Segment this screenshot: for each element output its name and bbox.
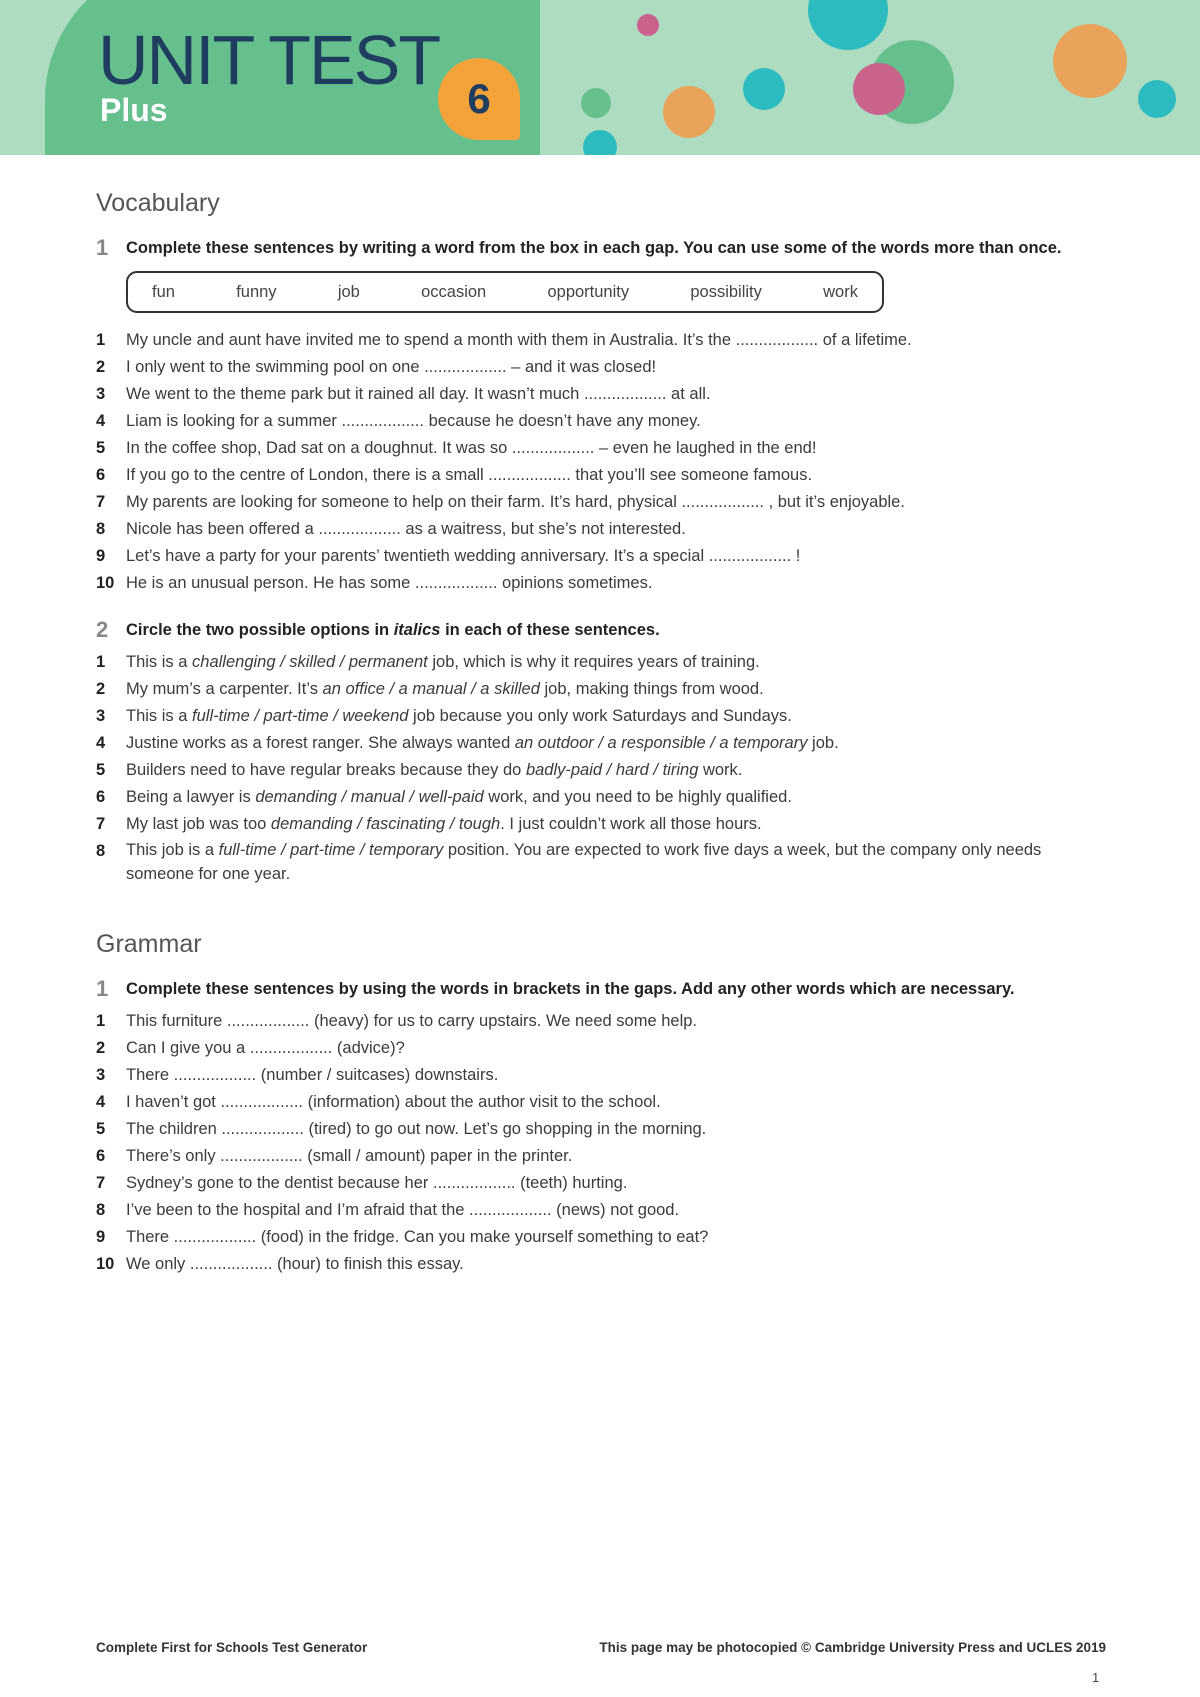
decorative-dot bbox=[663, 86, 715, 138]
question-text: The children .................. (tired) to go out now. Let’s go shopping in the morning. bbox=[126, 1120, 707, 1138]
page-number: 1 bbox=[1092, 1670, 1100, 1685]
question-item bbox=[96, 1008, 1106, 1035]
sentence-start: Builders need to have regular breaks because they do bbox=[126, 761, 526, 779]
question-number: 5 bbox=[96, 439, 106, 457]
section-title-vocabulary: Vocabulary bbox=[96, 189, 220, 217]
decorative-dot bbox=[637, 14, 659, 36]
question-text bbox=[126, 757, 1106, 784]
question-text: I’ve been to the hospital and I’m afraid that the .................. (news) not good. bbox=[126, 1201, 680, 1219]
vocabulary-exercise-1-header bbox=[96, 235, 1106, 261]
option-choices[interactable]: an outdoor / a responsible / a temporary bbox=[514, 734, 808, 752]
sentence-start: This is a bbox=[126, 707, 193, 725]
decorative-dot bbox=[583, 130, 617, 155]
unit-title: UNIT TEST bbox=[98, 21, 440, 99]
vocabulary-exercise-2-header bbox=[96, 617, 1106, 643]
question-item bbox=[96, 381, 1106, 408]
question-text bbox=[126, 649, 1106, 676]
question-number: 4 bbox=[96, 1093, 106, 1111]
page-footer bbox=[96, 1640, 1106, 1655]
grammar-exercise-1-header bbox=[96, 976, 1106, 1002]
decorative-dot bbox=[853, 63, 905, 115]
footer-product-name: Complete First for Schools Test Generator bbox=[96, 1640, 368, 1655]
question-text: He is an unusual person. He has some .................. opinions sometimes. bbox=[126, 574, 653, 592]
question-text: If you go to the centre of London, there is a small .................. that you’ll see someone famous. bbox=[126, 466, 813, 484]
question-text bbox=[126, 811, 1106, 838]
question-text: There .................. (number / suitcases) downstairs. bbox=[126, 1066, 499, 1084]
question-item bbox=[96, 489, 1106, 516]
decorative-dot bbox=[581, 88, 611, 118]
sentence-end: position. You are expected to work five days a week, but the company only needs someone for one year. bbox=[126, 841, 1042, 883]
sentence-start: My last job was too bbox=[126, 815, 271, 833]
question-item bbox=[96, 462, 1106, 489]
option-choices[interactable]: an office / a manual / a skilled bbox=[322, 680, 540, 698]
option-choices[interactable]: demanding / fascinating / tough bbox=[270, 815, 501, 833]
word-box-word: job bbox=[337, 282, 360, 301]
question-item bbox=[96, 327, 1106, 354]
exercise-instruction bbox=[126, 617, 1106, 643]
question-number: 9 bbox=[96, 1228, 106, 1246]
question-item bbox=[96, 1035, 1106, 1062]
question-number: 4 bbox=[96, 412, 106, 430]
question-item bbox=[96, 354, 1106, 381]
word-box-word: work bbox=[823, 282, 858, 301]
question-text: Nicole has been offered a .................. as a waitress, but she’s not interested. bbox=[126, 520, 686, 538]
vocabulary-exercise-2-items bbox=[96, 649, 1106, 886]
sentence-start: Being a lawyer is bbox=[126, 788, 256, 806]
question-text: Let’s have a party for your parents’ twentieth wedding anniversary. It’s a special .................. ! bbox=[126, 547, 801, 565]
question-item bbox=[96, 811, 1106, 838]
word-box bbox=[126, 271, 884, 313]
sentence-end: job, which is why it requires years of training. bbox=[427, 653, 760, 671]
sentence-end: work. bbox=[698, 761, 743, 779]
vocabulary-exercise-1-items bbox=[96, 327, 1106, 597]
sentence-start: This job is a bbox=[126, 841, 219, 859]
decorative-dot bbox=[808, 0, 888, 50]
question-item bbox=[96, 1143, 1106, 1170]
exercise-number: 2 bbox=[96, 617, 109, 642]
question-number: 3 bbox=[96, 707, 106, 725]
question-item bbox=[96, 1116, 1106, 1143]
question-number: 10 bbox=[96, 574, 115, 592]
question-number: 2 bbox=[96, 1039, 106, 1057]
option-choices[interactable]: demanding / manual / well-paid bbox=[255, 788, 484, 806]
question-item bbox=[96, 1251, 1106, 1278]
question-text: There .................. (food) in the fridge. Can you make yourself something to eat? bbox=[126, 1228, 709, 1246]
word-box-word: opportunity bbox=[547, 282, 630, 301]
question-number: 2 bbox=[96, 358, 106, 376]
question-item bbox=[96, 784, 1106, 811]
question-text: Sydney’s gone to the dentist because her .................. (teeth) hurting. bbox=[126, 1174, 628, 1192]
footer-copyright: This page may be photocopied © Cambridge University Press and UCLES 2019 bbox=[599, 1640, 1106, 1655]
word-box-word: funny bbox=[236, 282, 277, 301]
question-number: 1 bbox=[96, 653, 106, 671]
instruction-text: in each of these sentences. bbox=[440, 621, 660, 639]
question-number: 3 bbox=[96, 1066, 106, 1084]
question-text: We only .................. (hour) to finish this essay. bbox=[126, 1255, 464, 1273]
question-number: 7 bbox=[96, 493, 106, 511]
unit-header-banner bbox=[0, 0, 1200, 155]
unit-number-badge: 6 bbox=[438, 58, 520, 140]
test-content bbox=[96, 185, 1106, 1278]
question-number: 1 bbox=[96, 1012, 106, 1030]
sentence-end: job. bbox=[807, 734, 839, 752]
sentence-start: My mum’s a carpenter. It’s bbox=[126, 680, 323, 698]
sentence-end: work, and you need to be highly qualified. bbox=[483, 788, 792, 806]
instruction-text: Circle the two possible options in bbox=[126, 621, 394, 639]
question-text: My uncle and aunt have invited me to spend a month with them in Australia. It’s the .................. of a lifetime. bbox=[126, 331, 912, 349]
question-text: We went to the theme park but it rained all day. It wasn’t much .................. at all. bbox=[126, 385, 711, 403]
question-text bbox=[126, 676, 1106, 703]
question-item bbox=[96, 543, 1106, 570]
decorative-dot bbox=[743, 68, 785, 110]
question-text: In the coffee shop, Dad sat on a doughnut. It was so .................. – even he laughed in the end! bbox=[126, 439, 817, 457]
sentence-start: This is a bbox=[126, 653, 193, 671]
question-number: 7 bbox=[96, 1174, 106, 1192]
sentence-end: job because you only work Saturdays and Sundays. bbox=[408, 707, 792, 725]
question-number: 6 bbox=[96, 788, 106, 806]
question-text bbox=[126, 838, 1106, 886]
sentence-start: Justine works as a forest ranger. She always wanted bbox=[126, 734, 515, 752]
question-item bbox=[96, 570, 1106, 597]
question-item bbox=[96, 1197, 1106, 1224]
sentence-end: . I just couldn’t work all those hours. bbox=[500, 815, 762, 833]
question-text: Can I give you a .................. (advice)? bbox=[126, 1039, 405, 1057]
question-number: 10 bbox=[96, 1255, 115, 1273]
question-number: 6 bbox=[96, 1147, 106, 1165]
exercise-instruction: Complete these sentences by using the words in brackets in the gaps. Add any other words which are necessary. bbox=[126, 980, 1015, 998]
question-number: 8 bbox=[96, 842, 106, 860]
question-item bbox=[96, 408, 1106, 435]
grammar-exercise-1-items bbox=[96, 1008, 1106, 1278]
question-item bbox=[96, 1224, 1106, 1251]
question-item bbox=[96, 703, 1106, 730]
question-item bbox=[96, 435, 1106, 462]
question-number: 6 bbox=[96, 466, 106, 484]
question-item bbox=[96, 676, 1106, 703]
question-text: I only went to the swimming pool on one .................. – and it was closed! bbox=[126, 358, 657, 376]
question-text bbox=[126, 784, 1106, 811]
question-item bbox=[96, 757, 1106, 784]
question-item bbox=[96, 1062, 1106, 1089]
option-choices[interactable]: full-time / part-time / weekend bbox=[192, 707, 409, 725]
question-number: 8 bbox=[96, 520, 106, 538]
question-item bbox=[96, 516, 1106, 543]
question-number: 8 bbox=[96, 1201, 106, 1219]
question-text: Liam is looking for a summer .................. because he doesn’t have any money. bbox=[126, 412, 701, 430]
question-item bbox=[96, 730, 1106, 757]
question-number: 9 bbox=[96, 547, 106, 565]
question-item bbox=[96, 1089, 1106, 1116]
exercise-number: 1 bbox=[96, 976, 109, 1001]
question-number: 2 bbox=[96, 680, 106, 698]
word-box-word: possibility bbox=[690, 282, 762, 301]
section-title-grammar: Grammar bbox=[96, 930, 202, 958]
question-number: 5 bbox=[96, 761, 106, 779]
section-spacer bbox=[96, 886, 1106, 926]
sentence-end: job, making things from wood. bbox=[539, 680, 764, 698]
question-text: This furniture .................. (heavy) for us to carry upstairs. We need some help. bbox=[126, 1012, 697, 1030]
question-text: I haven’t got .................. (information) about the author visit to the school. bbox=[126, 1093, 661, 1111]
question-item bbox=[96, 838, 1106, 886]
unit-subtitle: Plus bbox=[100, 92, 168, 128]
question-item bbox=[96, 649, 1106, 676]
exercise-number: 1 bbox=[96, 235, 109, 260]
question-number: 1 bbox=[96, 331, 106, 349]
exercise-instruction: Complete these sentences by writing a word from the box in each gap. You can use some of the words more than once. bbox=[126, 239, 1062, 257]
question-text: There’s only .................. (small / amount) paper in the printer. bbox=[126, 1147, 573, 1165]
word-box-word: occasion bbox=[421, 282, 487, 301]
question-item bbox=[96, 1170, 1106, 1197]
question-text bbox=[126, 730, 1106, 757]
instruction-italic-word: italics bbox=[393, 621, 441, 639]
option-choices[interactable]: badly-paid / hard / tiring bbox=[525, 761, 699, 779]
word-box-word: fun bbox=[152, 282, 175, 301]
option-choices[interactable]: challenging / skilled / permanent bbox=[192, 653, 428, 671]
question-number: 7 bbox=[96, 815, 106, 833]
question-number: 5 bbox=[96, 1120, 106, 1138]
question-number: 3 bbox=[96, 385, 106, 403]
question-text bbox=[126, 703, 1106, 730]
option-choices[interactable]: full-time / part-time / temporary bbox=[218, 841, 444, 859]
decorative-dot bbox=[1053, 24, 1127, 98]
question-text: My parents are looking for someone to help on their farm. It’s hard, physical .................. , but it’s enjoyable. bbox=[126, 493, 905, 511]
decorative-dot bbox=[1138, 80, 1176, 118]
question-number: 4 bbox=[96, 734, 106, 752]
